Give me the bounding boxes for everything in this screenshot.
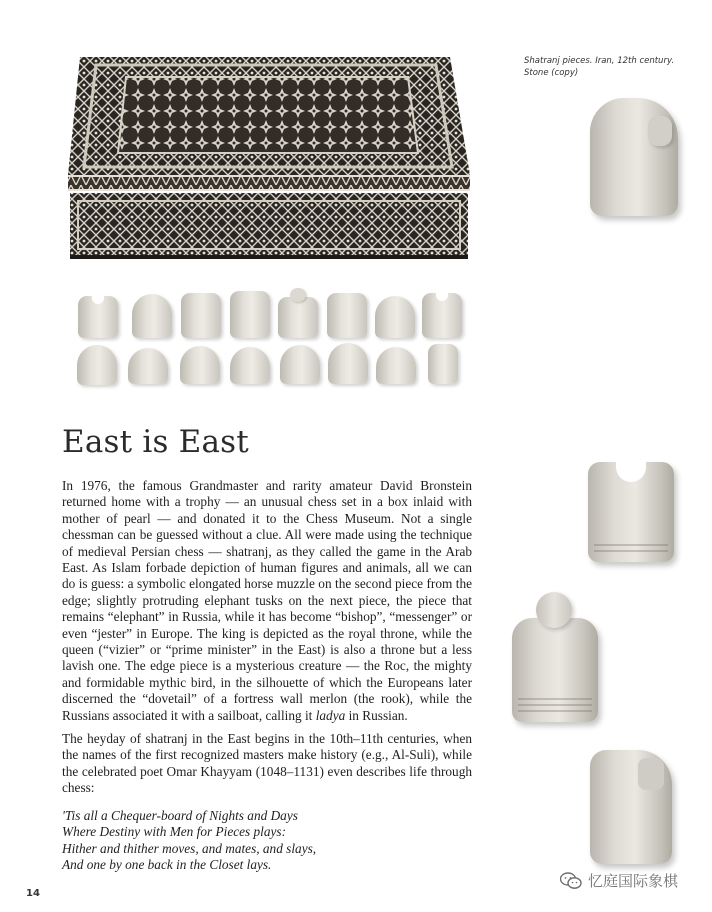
verse-line: Hither and thither moves, and mates, and slays, (62, 840, 317, 856)
wechat-icon (560, 872, 582, 890)
pawn-image (180, 346, 220, 384)
image-caption (524, 55, 694, 79)
chess-piece-image (327, 293, 367, 338)
pawn-image (428, 344, 458, 384)
pawn-image (77, 345, 117, 385)
shatranj-piece-image-4 (590, 750, 672, 864)
italic-term: ladya (315, 707, 346, 723)
shatranj-piece-image-2 (588, 462, 674, 562)
inlaid-chess-box-image (66, 55, 474, 261)
page-number: 14 (26, 888, 40, 899)
pawn-image (128, 348, 168, 384)
chess-piece-image (422, 293, 462, 338)
shatranj-piece-image-3 (512, 618, 598, 722)
pawn-image (230, 347, 270, 384)
verse-line: Where Destiny with Men for Pieces plays: (62, 824, 287, 840)
watermark (560, 870, 678, 891)
pawn-image (280, 345, 320, 384)
caption-line: Shatranj pieces. Iran, 12th century. (524, 56, 675, 66)
chess-piece-image (78, 296, 118, 338)
shatranj-piece-image-1 (590, 98, 678, 216)
chess-piece-image (375, 296, 415, 338)
pawn-image (376, 347, 416, 384)
caption-line: Stone (copy) (524, 68, 579, 78)
chess-piece-image (230, 291, 270, 338)
chess-piece-image (132, 294, 172, 338)
pawn-image (328, 343, 368, 384)
body-paragraph: The heyday of shatranj in the East begins in the 10th–11th centuries, when the names of the first recognized masters make history (e.g., Al-Suli), while the celebrated poet Omar Khayyam (1048–1131) even describes life through chess: (62, 731, 472, 796)
verse-line: And one by one back in the Closet lays. (62, 857, 272, 873)
section-heading: East is East (62, 424, 249, 460)
body-paragraph (62, 478, 472, 724)
chess-piece-image (181, 293, 221, 338)
paragraph-text: In 1976, the famous Grandmaster and rarity amateur David Bronstein returned home with a trophy — an unusual chess set in a box inlaid with mother of pearl — and donated it to the Chess Museum. Not a single chessman can be guessed without a clue. All were made using the technique of medieval Persian chess — shatranj, as they called the game in the Arab East. As Islam forbade depiction of human figures and animals, all we can do is guess: a symbolic elongated horse muzzle on the second piece from the edge; slightly protruding elephant tusks on the next piece, the piece that remains “elephant” in Russia, while it has become “bishop”, “messenger” or even “jester” in Europe. The king is depicted as the royal throne, while the queen (“vizier” or “prime minister” in the East) is also a throne but a less lavish one. The edge piece is a mysterious creature — the Roc, the mighty and formidable mythic bird, in the silhouette of which the Europeans later discerned the “dovetail” of a fortress wall merlon (the rook), while the Russians associated it with a sailboat, calling it (62, 478, 472, 723)
chess-piece-image (278, 297, 318, 338)
watermark-text: 忆庭国际象棋 (588, 872, 679, 890)
verse-line: 'Tis all a Chequer-board of Nights and Days (62, 808, 298, 823)
quoted-verse (62, 808, 316, 874)
paragraph-text-end: in Russian. (345, 707, 408, 723)
